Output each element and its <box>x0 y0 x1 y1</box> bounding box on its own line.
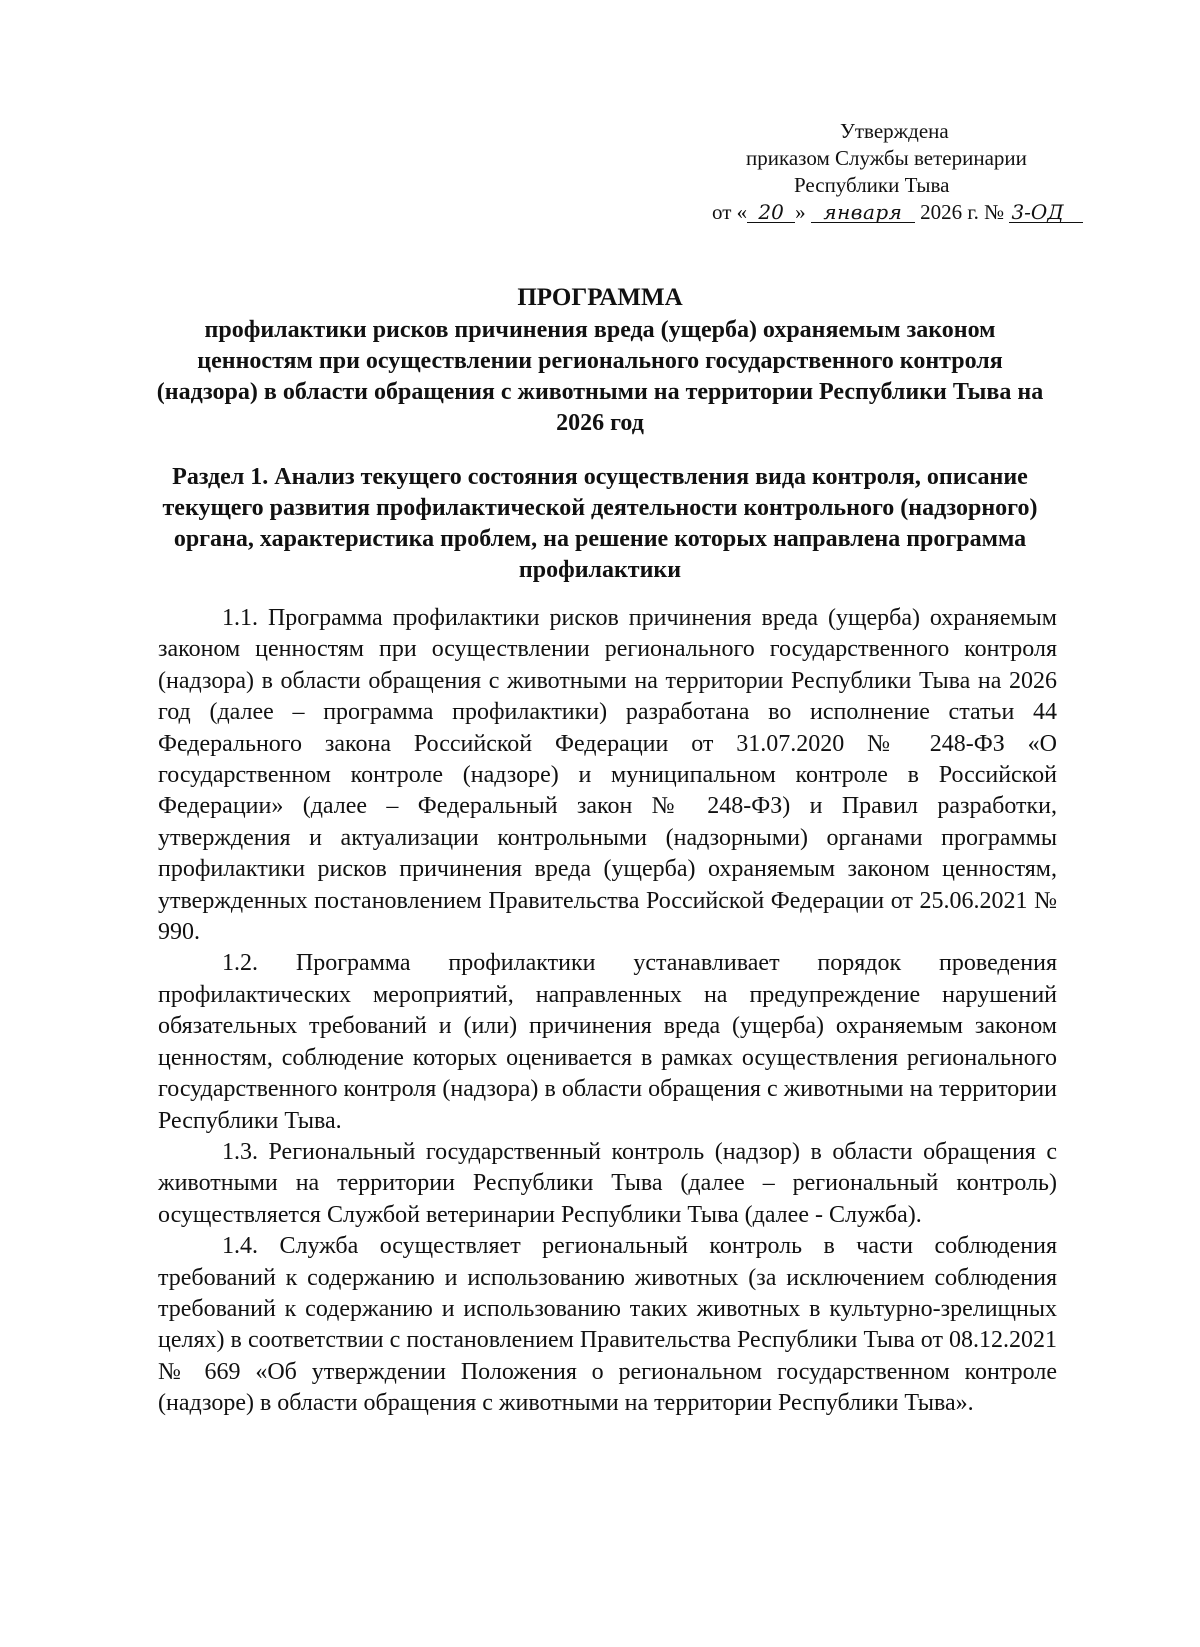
approval-line-order: приказом Службы ветеринарии <box>746 146 1027 170</box>
approval-date-line <box>712 199 1120 226</box>
section-1-heading: Раздел 1. Анализ текущего состояния осуществления вида контроля, описание текущего развития профилактической деятельности контрольного (надзорного) органа, характеристика проблем, на решение которых направлена программа профилактики <box>162 464 1038 583</box>
date-year: 2026 г. № <box>920 200 1005 224</box>
paragraph-1-4: 1.4. Служба осуществляет региональный контроль в части соблюдения требований к содержанию и использованию животных (за исключением соблюдения требований к содержанию и использованию таких животных в культурно-зрелищных целях) в соответствии с постановлением Правительства Республики Тыва от 08.12.2021 № 669 «Об утверждении Положения о региональном государственном контроле (надзоре) в области обращения с животными на территории Республики Тыва». <box>158 1233 1057 1417</box>
paragraph-1-1: 1.1. Программа профилактики рисков причинения вреда (ущерба) охраняемым законом ценностям при осуществлении регионального государственного контроля (надзора) в области обращения с животными на территории Республики Тыва на 2026 год (далее – программа профилактики) разработана во исполнение статьи 44 Федерального закона Российской Федерации от 31.07.2020 № 248-ФЗ «О государственном контроле (надзоре) и муниципальном контроле в Российской Федерации» (далее – Федеральный закон № 248-ФЗ) и Правил разработки, утверждения и актуализации контрольными (надзорными) органами программы профилактики рисков причинения вреда (ущерба) охраняемым законом ценностям, утвержденных постановлением Правительства Российской Федерации от 25.06.2021 № 990. <box>158 605 1057 946</box>
handwritten-day: 20 <box>747 202 795 223</box>
handwritten-month: января <box>811 202 915 223</box>
approval-line-approved: Утверждена <box>840 119 949 143</box>
date-prefix: от « <box>712 200 748 224</box>
section-1-body <box>158 603 1057 1420</box>
document-title <box>150 283 1050 439</box>
program-subtitle: профилактики рисков причинения вреда (ущерба) охраняемым законом ценностям при осуществлении регионального государственного контроля (надзора) в области обращения с животными на территории Республики Тыва на 2026 год <box>156 317 1044 436</box>
approval-line-republic: Республики Тыва <box>794 173 950 197</box>
approval-stamp <box>700 118 1120 226</box>
paragraph-1-2: 1.2. Программа профилактики устанавливает порядок проведения профилактических мероприятий, направленных на предупреждение нарушений обязательных требований и (или) причинения вреда (ущерба) охраняемым законом ценностям, соблюдение которых оценивается в рамках осуществления регионального государственного контроля (надзора) в области обращения с животными на территории Республики Тыва. <box>158 950 1057 1134</box>
handwritten-order-number: 3-ОД <box>1009 202 1083 223</box>
paragraph-1-3: 1.3. Региональный государственный контроль (надзор) в области обращения с животными на территории Республики Тыва (далее – региональный контроль) осуществляется Службой ветеринарии Республики Тыва (далее - Служба). <box>158 1138 1057 1228</box>
date-mid: » <box>795 200 806 224</box>
program-title: ПРОГРАММА <box>517 284 683 311</box>
